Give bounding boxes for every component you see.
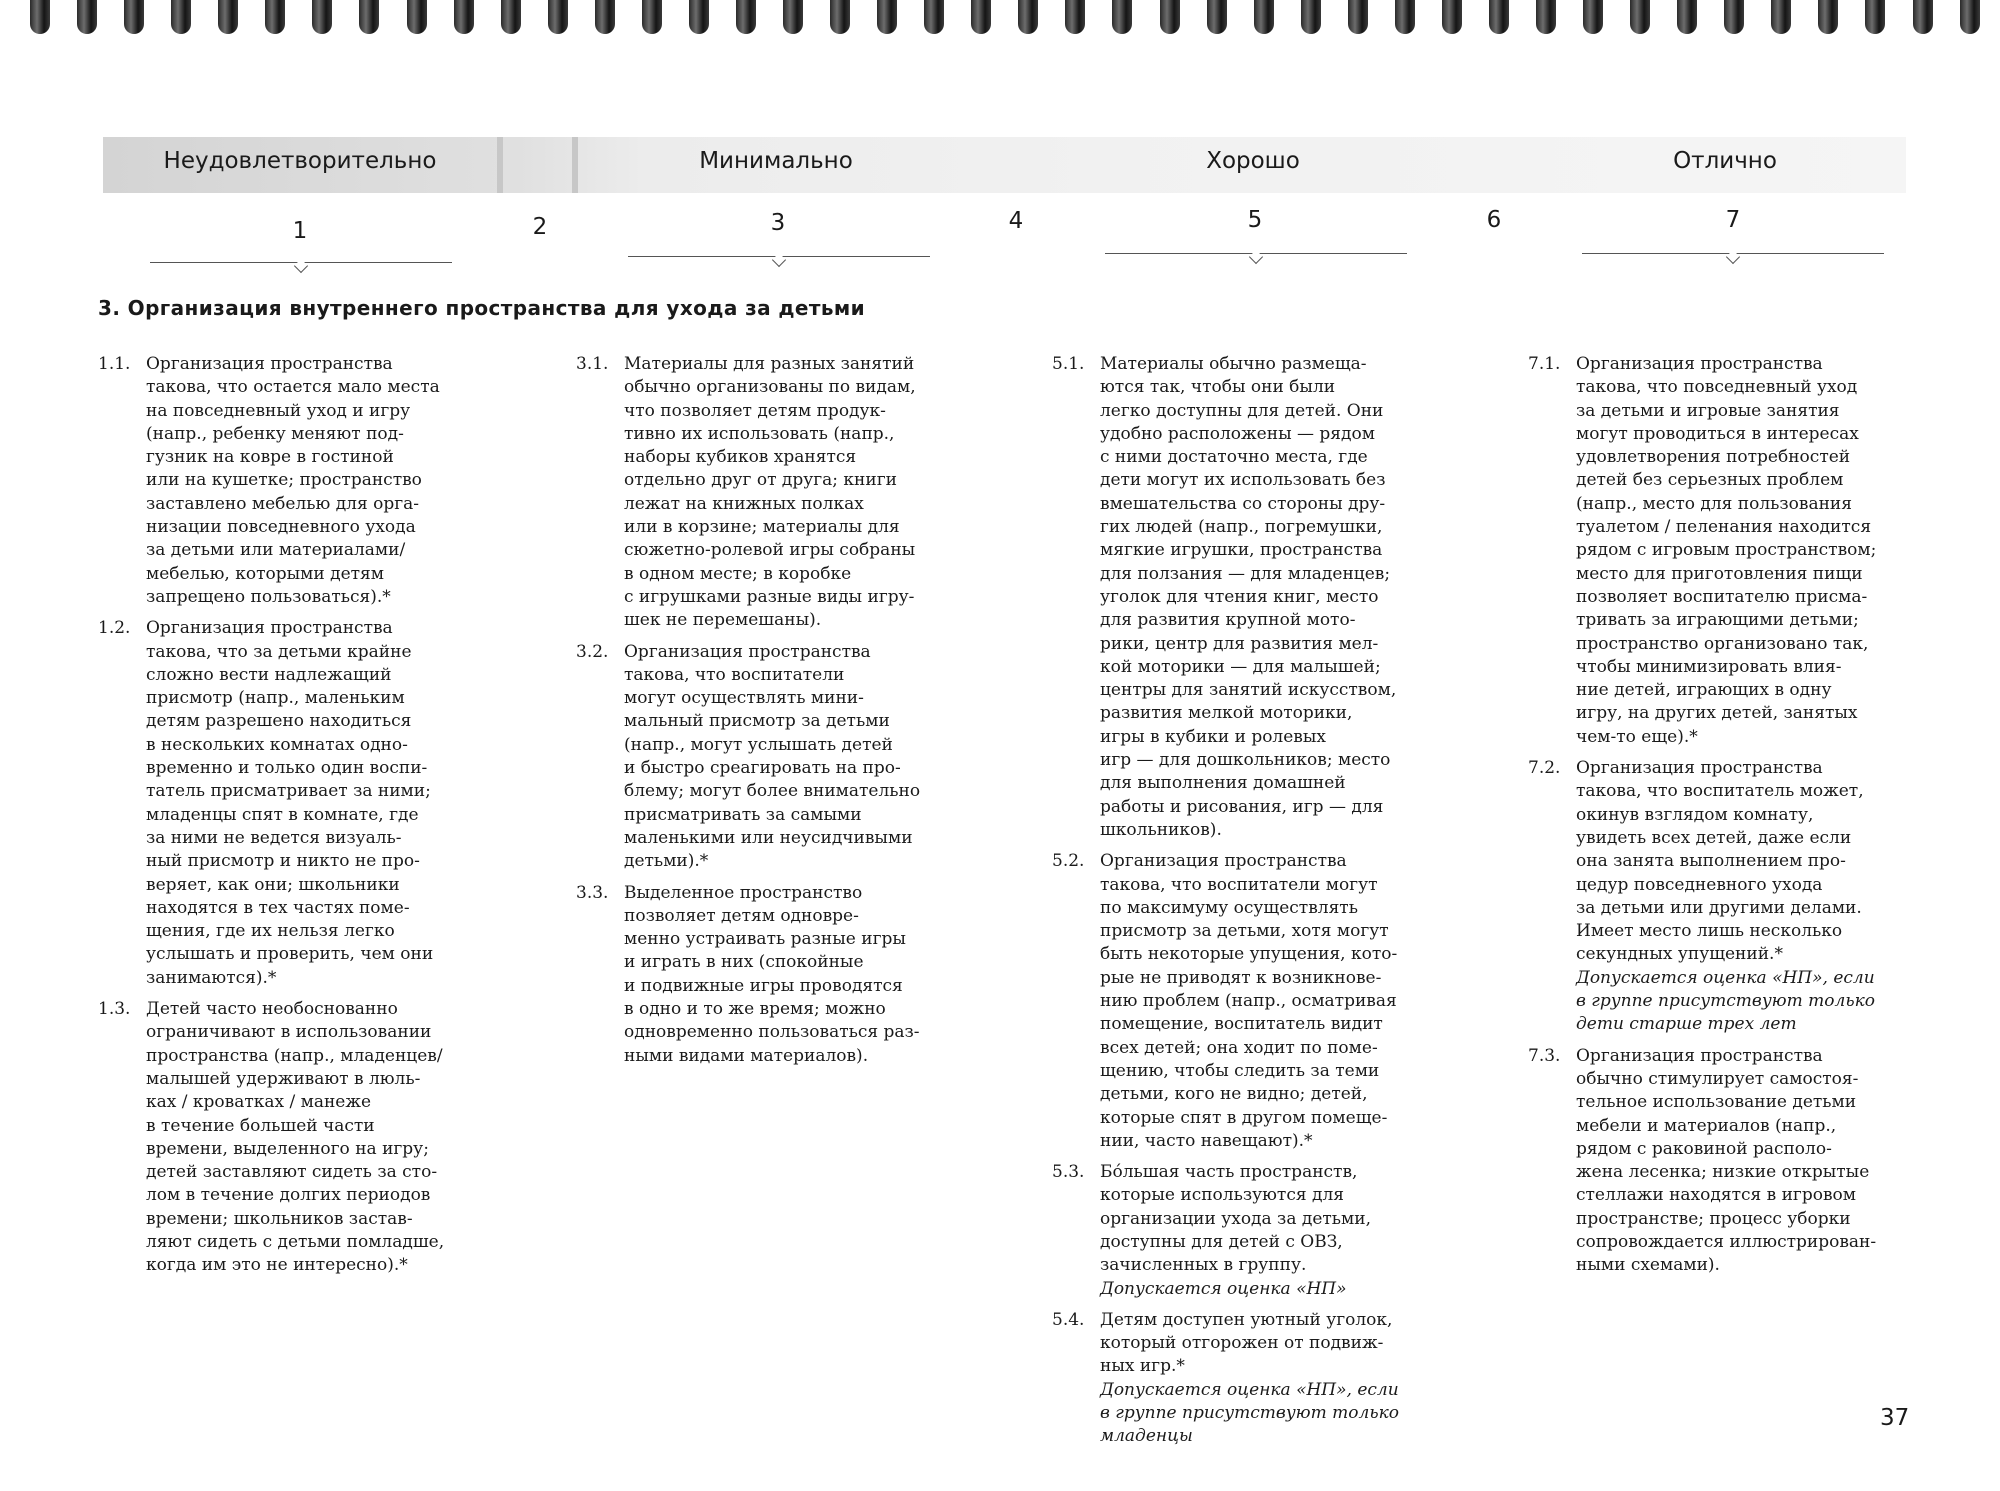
binding-ring bbox=[1348, 0, 1368, 34]
binding-ring bbox=[924, 0, 944, 34]
indicator-text: Детей часто необоснованно ограничивают в использовании пространства (напр., младенцев/ малышей удерживают в люль- ках / кроватках / манеже в течение большей части времени, выделенного на игру; детей заставляют сидеть за сто- лом в течение долгих периодов времени; школьников застав- ляют сидеть с детьми помладше, когда им это не интересно).* bbox=[146, 999, 445, 1276]
indicator-code: 3.2. bbox=[576, 641, 609, 662]
column-excellent bbox=[1528, 353, 1958, 1286]
scale-number-6: 6 bbox=[1486, 207, 1502, 233]
indicator-text: Выделенное пространство позволяет детям одновре- менно устраивать разные игры и играть в них (спокойные и подвижные игры проводятся в одно и то же время; можно одновременно пользоваться раз- ными видами материалов). bbox=[624, 882, 920, 1066]
scale-number-7: 7 bbox=[1725, 207, 1741, 233]
scale-number-2: 2 bbox=[532, 214, 548, 240]
indicator-5-3 bbox=[1052, 1161, 1472, 1301]
column-inadequate bbox=[98, 353, 518, 1286]
binding-ring bbox=[689, 0, 709, 34]
binding-ring bbox=[218, 0, 238, 34]
na-note: Допускается оценка «НП», если в группе присутствуют только младенцы bbox=[1100, 1379, 1399, 1447]
binding-ring bbox=[783, 0, 803, 34]
indicator-code: 7.2. bbox=[1528, 758, 1561, 779]
binding-ring bbox=[1536, 0, 1556, 34]
binding-ring bbox=[1207, 0, 1227, 34]
rating-label-excellent: Отлично bbox=[1673, 148, 1777, 174]
column-good bbox=[1052, 353, 1472, 1457]
binding-ring bbox=[548, 0, 568, 34]
indicator-text: Материалы для разных занятий обычно организованы по видам, что позволяет детям продук- тивно их использовать (напр., наборы кубиков хранятся отдельно друг от друга; книги лежат на книжных полках или в корзине; материалы для сюжетно-ролевой игры собраны в одном месте; в коробке с игрушками разные виды игру- шек не перемешаны). bbox=[624, 354, 916, 631]
scale-bracket-1 bbox=[150, 262, 452, 276]
rating-label-minimal: Минимально bbox=[699, 148, 853, 174]
binding-ring bbox=[1865, 0, 1885, 34]
binding-ring bbox=[265, 0, 285, 34]
indicator-1-3 bbox=[98, 998, 518, 1278]
indicator-text: Материалы обычно размеща- ются так, чтобы они были легко доступны для детей. Они удобно расположены — рядом с ними достаточно места, где дети могут их использовать без вмешательства со стороны дру- гих людей (напр., погремушки, мягкие игрушки, пространства для ползания — для младенцев; уголок для чтения книг, место для развития крупной мото- рики, центр для развития мел- кой моторики — для малышей; центры для занятий искусством, развития мелкой моторики, игры в кубики и ролевых игр — для дошкольников; место для выполнения домашней работы и рисования, игр — для школьников). bbox=[1100, 354, 1397, 840]
indicator-code: 3.3. bbox=[576, 882, 609, 903]
indicator-1-2 bbox=[98, 617, 518, 990]
binding-ring bbox=[1395, 0, 1415, 34]
binding-ring bbox=[1630, 0, 1650, 34]
page-number: 37 bbox=[1880, 1405, 1910, 1431]
binding-ring bbox=[171, 0, 191, 34]
indicator-5-1 bbox=[1052, 353, 1472, 842]
indicator-text: Организация пространства такова, что за детьми крайне сложно вести надлежащий присмотр (напр., маленьким детям разрешено находиться в нескольких комнатах одно- временно и только один воспи- татель присматривает за ними; младенцы спят в комнате, где за ними не ведется визуаль- ный присмотр и никто не про- веряет, как они; школьники находятся в тех частях поме- щения, где их нельзя легко услышать и проверить, чем они занимаются).* bbox=[146, 618, 434, 988]
binding-ring bbox=[830, 0, 850, 34]
scale-bracket-7 bbox=[1582, 253, 1884, 267]
binding-ring bbox=[971, 0, 991, 34]
indicator-text: Организация пространства такова, что повседневный уход за детьми и игровые занятия могут проводиться в интересах удовлетворения потребностей детей без серьезных проблем (напр., место для пользования туалетом / пеленания находится рядом с игровым пространством; место для приготовления пищи позволяет воспитателю присма- тривать за играющими детьми; пространство организовано так, чтобы минимизировать влия- ние детей, играющих в одну игру, на других детей, занятых чем-то еще).* bbox=[1576, 354, 1877, 747]
binding-ring bbox=[454, 0, 474, 34]
indicator-text: Организация пространства такова, что воспитатели могут осуществлять мини- мальный присмотр за детьми (напр., могут услышать детей и быстро среагировать на про- блему; могут более внимательно присматривать за самыми маленькими или неусидчивыми детьми).* bbox=[624, 641, 921, 872]
binding-ring bbox=[1913, 0, 1933, 34]
na-note: Допускается оценка «НП» bbox=[1100, 1278, 1347, 1299]
binding-ring bbox=[1677, 0, 1697, 34]
binding-ring bbox=[1254, 0, 1274, 34]
binding-ring bbox=[501, 0, 521, 34]
binding-ring bbox=[1160, 0, 1180, 34]
rating-label-good: Хорошо bbox=[1206, 148, 1300, 174]
indicator-7-2 bbox=[1528, 757, 1958, 1037]
binding-ring bbox=[642, 0, 662, 34]
band-separator bbox=[572, 137, 578, 193]
indicator-code: 3.1. bbox=[576, 354, 609, 374]
indicator-text: Детям доступен уютный уголок, который отгорожен от подвиж- ных игр.* bbox=[1100, 1309, 1393, 1377]
indicator-7-3 bbox=[1528, 1045, 1958, 1278]
indicator-3-3 bbox=[576, 882, 996, 1068]
binding-ring bbox=[1065, 0, 1085, 34]
indicator-1-1 bbox=[98, 353, 518, 609]
column-minimal bbox=[576, 353, 996, 1076]
binding-ring bbox=[1960, 0, 1980, 34]
scale-number-1: 1 bbox=[292, 218, 308, 244]
indicator-text: Организация пространства такова, что остается мало места на повседневный уход и игру (напр., ребенку меняют под- гузник на ковре в гостиной или на кушетке; пространство заставлено мебелью для орга- низации повседневного ухода за детьми или материалами/ мебелью, которыми детям запрещено пользоваться).* bbox=[146, 354, 440, 607]
binding-ring bbox=[1583, 0, 1603, 34]
indicator-7-1 bbox=[1528, 353, 1958, 749]
scale-bracket-3 bbox=[628, 256, 930, 270]
indicator-code: 7.3. bbox=[1528, 1045, 1561, 1066]
scale-number-4: 4 bbox=[1008, 208, 1024, 234]
binding-ring bbox=[595, 0, 615, 34]
indicator-code: 1.3. bbox=[98, 999, 131, 1020]
binding-ring bbox=[1771, 0, 1791, 34]
binding-ring bbox=[1724, 0, 1744, 34]
binding-ring bbox=[359, 0, 379, 34]
scale-number-5: 5 bbox=[1247, 207, 1263, 233]
rating-label-inadequate: Неудовлетворительно bbox=[163, 148, 437, 174]
binding-ring bbox=[77, 0, 97, 34]
indicator-5-2 bbox=[1052, 850, 1472, 1153]
indicator-5-4 bbox=[1052, 1309, 1472, 1449]
section-title: 3. Организация внутреннего пространства для ухода за детьми bbox=[98, 296, 866, 320]
indicator-text: Организация пространства такова, что воспитатель может, окинув взглядом комнату, увидеть всех детей, даже если она занята выполнением про- цедур повседневного ухода за детьми или другими делами. Имеет место лишь несколько секундных упущений.* bbox=[1576, 758, 1864, 965]
binding-ring bbox=[736, 0, 756, 34]
indicator-3-2 bbox=[576, 641, 996, 874]
binding-ring bbox=[1301, 0, 1321, 34]
na-note: Допускается оценка «НП», если в группе присутствуют только дети старше трех лет bbox=[1576, 967, 1875, 1035]
indicator-code: 5.4. bbox=[1052, 1309, 1085, 1330]
binding-ring bbox=[877, 0, 897, 34]
indicator-code: 5.2. bbox=[1052, 851, 1085, 872]
indicator-text: Организация пространства обычно стимулирует самостоя- тельное использование детьми мебели и материалов (напр., рядом с раковиной располо- жена лесенка; низкие открытые стеллажи находятся в игровом пространстве; процесс уборки сопровождается иллюстрирован- ными схемами). bbox=[1576, 1045, 1877, 1276]
binding-ring bbox=[1112, 0, 1132, 34]
binding-ring bbox=[1818, 0, 1838, 34]
binding-ring bbox=[1442, 0, 1462, 34]
binding-ring bbox=[124, 0, 144, 34]
scale-number-3: 3 bbox=[770, 210, 786, 236]
indicator-text: Организация пространства такова, что воспитатели могут по максимуму осуществлять присмотр за детьми, хотя могут быть некоторые упущения, кото- рые не приводят к возникнове- нию проблем (напр., осматривая помещение, воспитатель видит всех детей; она ходит по поме- щению, чтобы следить за теми детьми, кого не видно; детей, которые спят в другом помеще- нии, часто навещают).* bbox=[1100, 851, 1398, 1151]
binding-ring bbox=[30, 0, 50, 34]
binding-ring bbox=[1018, 0, 1038, 34]
binding-ring bbox=[312, 0, 332, 34]
indicator-code: 5.1. bbox=[1052, 354, 1085, 374]
band-separator bbox=[497, 137, 503, 193]
indicator-code: 5.3. bbox=[1052, 1162, 1085, 1183]
indicator-code: 1.2. bbox=[98, 618, 131, 639]
scale-bracket-5 bbox=[1105, 253, 1407, 267]
binding-ring bbox=[407, 0, 427, 34]
binding-ring bbox=[1489, 0, 1509, 34]
indicator-code: 7.1. bbox=[1528, 354, 1561, 374]
spiral-binding bbox=[30, 0, 1980, 42]
indicator-code: 1.1. bbox=[98, 354, 131, 374]
indicator-text: Бо́льшая часть пространств, которые используются для организации ухода за детьми, доступны для детей с ОВЗ, зачисленных в группу. bbox=[1100, 1162, 1372, 1276]
indicator-3-1 bbox=[576, 353, 996, 633]
